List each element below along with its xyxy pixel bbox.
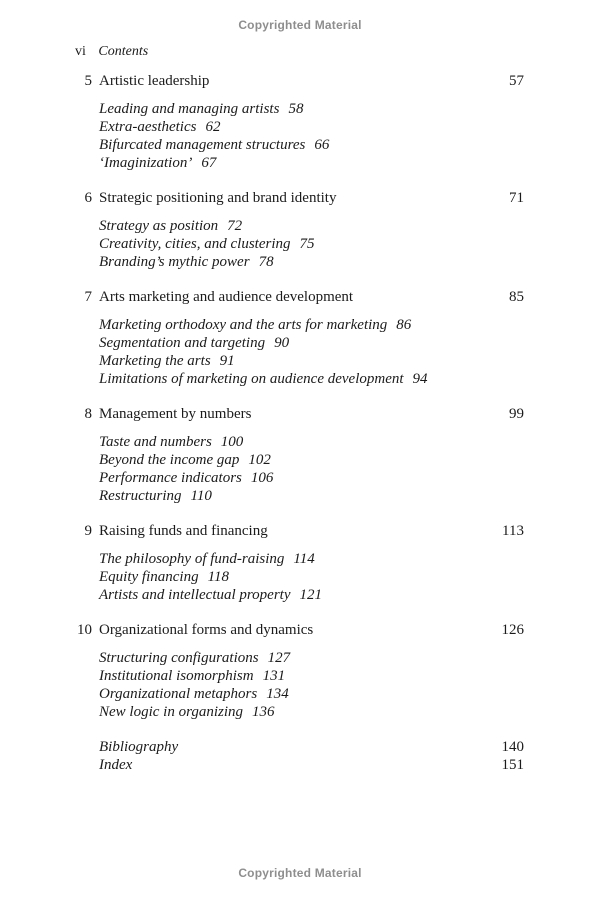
- backmatter-page: 151: [501, 757, 524, 773]
- section-title: Creativity, cities, and clustering: [99, 236, 291, 252]
- section-page: 72: [227, 218, 243, 234]
- section-page: 118: [207, 569, 229, 585]
- toc-section-row: [68, 316, 524, 334]
- section-page: 86: [396, 317, 412, 333]
- toc-chapter-row: [68, 72, 524, 90]
- section-title: Extra-aesthetics: [99, 119, 197, 135]
- toc-section-row: [68, 370, 524, 388]
- contents-heading: Contents: [98, 44, 149, 59]
- chapter-number: 9: [84, 523, 92, 539]
- toc-chapter: [68, 189, 524, 271]
- section-page: 67: [201, 155, 217, 171]
- section-page: 75: [299, 236, 315, 252]
- toc-chapter-row: [68, 288, 524, 306]
- toc-section-row: [68, 451, 524, 469]
- toc-section-row: [68, 469, 524, 487]
- toc-chapter: [68, 405, 524, 505]
- section-title: Leading and managing artists: [99, 101, 280, 117]
- section-title: Performance indicators: [99, 470, 242, 486]
- toc-section-row: [68, 586, 524, 604]
- chapter-list: [68, 72, 524, 721]
- section-title: Segmentation and targeting: [99, 335, 266, 351]
- backmatter-number-spacer: [68, 756, 92, 774]
- table-of-contents: [68, 72, 524, 774]
- running-header: [75, 44, 148, 60]
- backmatter-page: 140: [501, 739, 524, 755]
- section-page: 136: [252, 704, 275, 720]
- chapter-page: 126: [501, 622, 524, 638]
- section-page: 106: [250, 470, 274, 486]
- toc-chapter-row: [68, 189, 524, 207]
- chapter-sections: [68, 316, 524, 388]
- chapter-sections: [68, 550, 524, 604]
- toc-section-row: [68, 685, 524, 703]
- section-title: New logic in organizing: [99, 704, 244, 720]
- section-title: Marketing the arts: [99, 353, 211, 369]
- chapter-number: 7: [84, 289, 92, 305]
- section-page: 110: [190, 488, 212, 504]
- section-page: 58: [288, 101, 304, 117]
- backmatter-title: Bibliography: [99, 739, 179, 755]
- toc-section-row: [68, 703, 524, 721]
- chapter-page: 113: [502, 523, 524, 539]
- toc-section-row: [68, 568, 524, 586]
- toc-section-row: [68, 433, 524, 451]
- chapter-sections: [68, 217, 524, 271]
- section-page: 100: [220, 434, 244, 450]
- toc-chapter-row: [68, 522, 524, 540]
- chapter-title: Arts marketing and audience development: [99, 289, 354, 305]
- toc-section-row: [68, 235, 524, 253]
- section-title: Artists and intellectual property: [99, 587, 291, 603]
- backmatter-title: Index: [99, 757, 133, 773]
- toc-chapter: [68, 621, 524, 721]
- section-page: 131: [262, 668, 286, 684]
- toc-section-row: [68, 154, 524, 172]
- toc-section-row: [68, 217, 524, 235]
- toc-section-row: [68, 649, 524, 667]
- section-title: Institutional isomorphism: [99, 668, 254, 684]
- toc-backmatter-row: [68, 738, 524, 756]
- toc-chapter: [68, 522, 524, 604]
- section-page: 121: [299, 587, 323, 603]
- section-title: Organizational metaphors: [99, 686, 258, 702]
- section-page: 127: [267, 650, 291, 666]
- chapter-number: 6: [84, 190, 92, 206]
- section-page: 78: [258, 254, 274, 270]
- copyright-watermark-top: Copyrighted Material: [238, 18, 362, 32]
- section-page: 94: [412, 371, 428, 387]
- section-page: 114: [293, 551, 315, 567]
- toc-section-row: [68, 100, 524, 118]
- chapter-number: 8: [84, 406, 92, 422]
- toc-backmatter-row: [68, 756, 524, 774]
- toc-section-row: [68, 550, 524, 568]
- section-title: Taste and numbers: [99, 434, 212, 450]
- copyright-watermark-bottom: Copyrighted Material: [238, 866, 362, 880]
- toc-section-row: [68, 334, 524, 352]
- toc-chapter: [68, 72, 524, 172]
- chapter-sections: [68, 433, 524, 505]
- section-title: Marketing orthodoxy and the arts for marketing: [99, 317, 388, 333]
- section-title: ‘Imaginization’: [99, 155, 193, 171]
- toc-section-row: [68, 118, 524, 136]
- section-title: Beyond the income gap: [99, 452, 240, 468]
- backmatter-list: [68, 738, 524, 774]
- toc-chapter: [68, 288, 524, 388]
- section-title: Structuring configurations: [99, 650, 259, 666]
- section-page: 62: [205, 119, 221, 135]
- chapter-page: 71: [509, 190, 524, 206]
- section-title: Strategy as position: [99, 218, 219, 234]
- section-title: The philosophy of fund-raising: [99, 551, 285, 567]
- chapter-sections: [68, 649, 524, 721]
- chapter-number: 5: [84, 73, 92, 89]
- section-page: 134: [266, 686, 289, 702]
- chapter-page: 85: [509, 289, 524, 305]
- folio-page-number: vi: [75, 44, 86, 59]
- section-page: 90: [274, 335, 290, 351]
- toc-section-row: [68, 253, 524, 271]
- toc-section-row: [68, 487, 524, 505]
- chapter-title: Strategic positioning and brand identity: [99, 190, 337, 206]
- section-page: 66: [314, 137, 330, 153]
- backmatter-number-spacer: [68, 738, 92, 756]
- chapter-page: 99: [509, 406, 524, 422]
- toc-chapter-row: [68, 405, 524, 423]
- toc-chapter-row: [68, 621, 524, 639]
- toc-section-row: [68, 136, 524, 154]
- chapter-title: Artistic leadership: [99, 73, 210, 89]
- chapter-title: Management by numbers: [99, 406, 252, 422]
- chapter-page: 57: [509, 73, 524, 89]
- section-title: Limitations of marketing on audience development: [99, 371, 404, 387]
- section-page: 102: [248, 452, 271, 468]
- section-title: Restructuring: [99, 488, 182, 504]
- toc-section-row: [68, 352, 524, 370]
- chapter-number: 10: [77, 622, 92, 638]
- toc-section-row: [68, 667, 524, 685]
- section-title: Bifurcated management structures: [99, 137, 306, 153]
- chapter-title: Organizational forms and dynamics: [99, 622, 314, 638]
- chapter-sections: [68, 100, 524, 172]
- section-title: Branding’s mythic power: [99, 254, 250, 270]
- chapter-title: Raising funds and financing: [99, 523, 268, 539]
- section-page: 91: [219, 353, 235, 369]
- section-title: Equity financing: [99, 569, 199, 585]
